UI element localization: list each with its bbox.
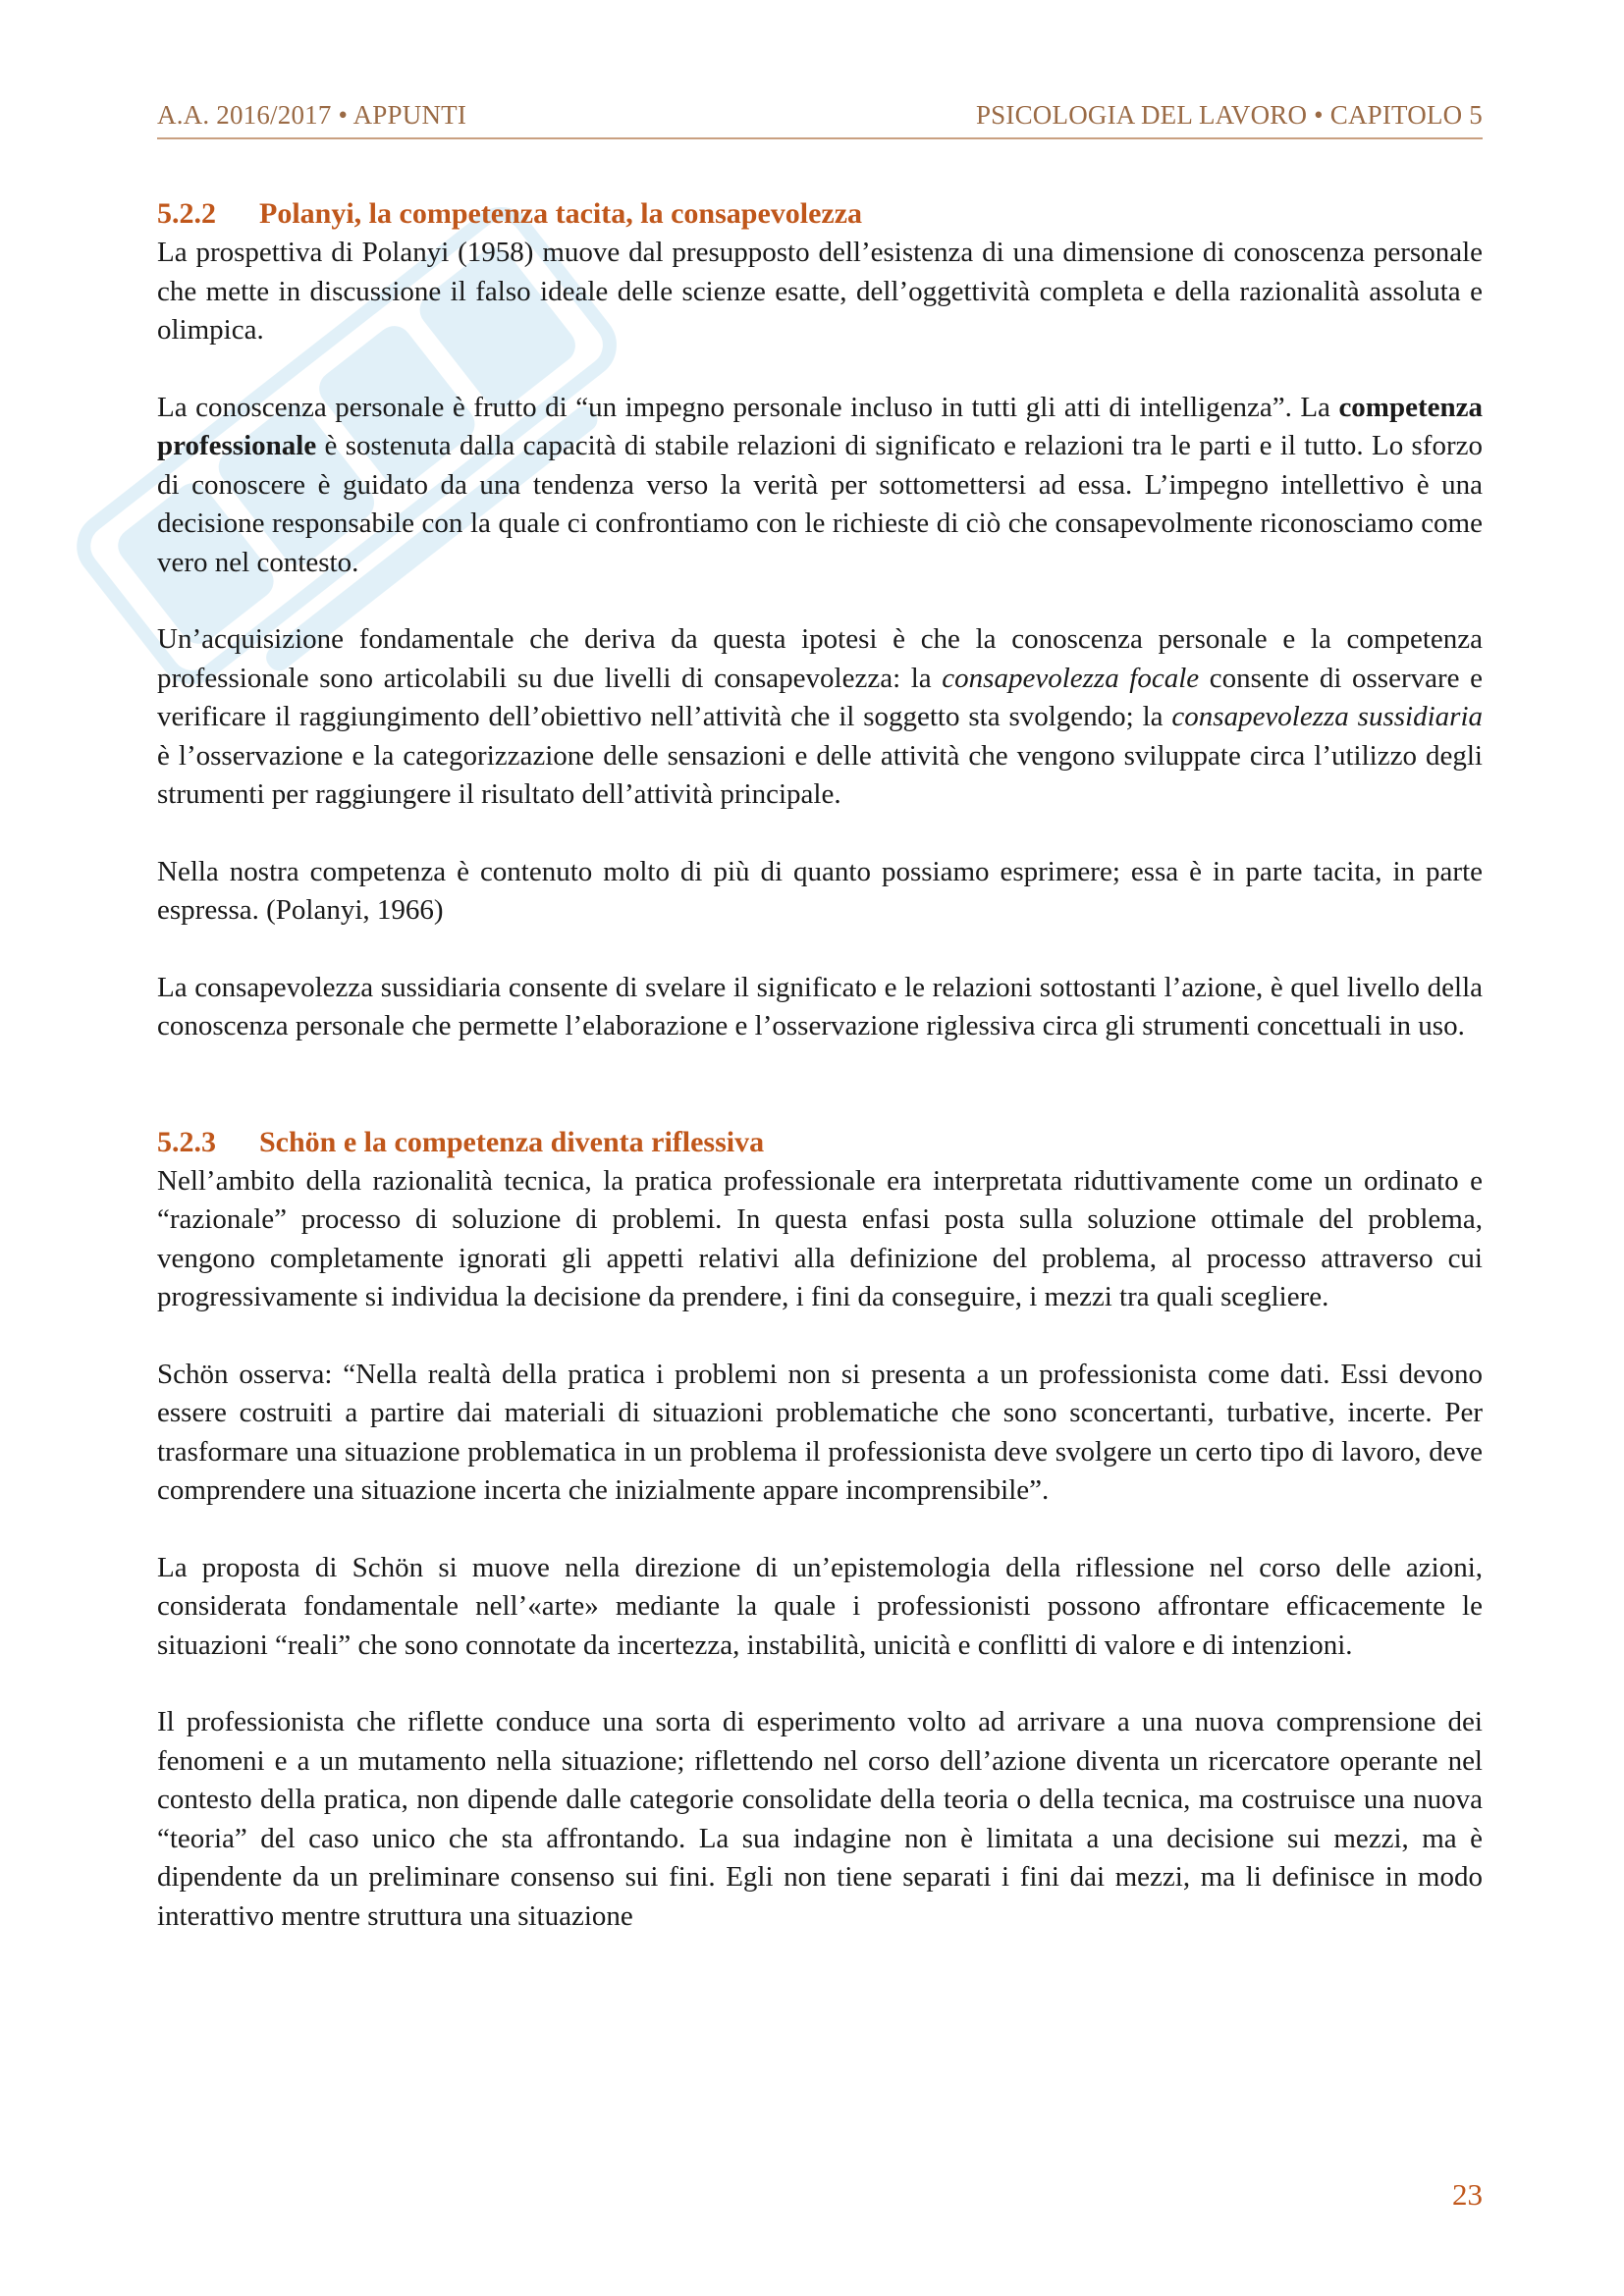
paragraph: Schön osserva: “Nella realtà della pratica i problemi non si presenta a un professionista come dati. Essi devono essere costruiti a partire dai materiali di situazioni problematiche che sono sconcertanti, turbative, incerte. Per trasformare una situazione problematica in un problema il professionista deve svolgere un certo tipo di lavoro, deve comprendere una situazione incerta che inizialmente appare incomprensibile”. <box>157 1358 1483 1506</box>
paragraph-text: consente di osservare e verificare il raggiungimento dell’obiettivo nell’attività che il soggetto sta svolgendo; la <box>157 662 1483 732</box>
section-title: Polanyi, la competenza tacita, la consapevolezza <box>259 197 863 230</box>
main-content <box>157 194 1483 1936</box>
section-number: 5.2.2 <box>157 197 216 230</box>
page-number: 23 <box>1452 2177 1483 2212</box>
paragraph-text: è sostenuta dalla capacità di stabile relazioni di significato e relazioni tra le parti e il tutto. Lo sforzo di conoscere è guidato da una tendenza verso la verità per sottomettersi ad essa. L’impegno intellettivo è una decisione responsabile con la quale ci confrontiamo con le richieste di ciò che consapevolmente riconosciamo come vero nel contesto. <box>157 430 1483 578</box>
paragraph-text: Un’acquisizione fondamentale che deriva da questa ipotesi è che la conoscenza personale e la competenza professionale sono articolabili su due livelli di consapevolezza: la <box>157 623 1483 694</box>
header-course-info: A.A. 2016/2017 • APPUNTI <box>157 100 467 130</box>
paragraph: La proposta di Schön si muove nella direzione di un’epistemologia della riflessione nel corso delle azioni, considerata fondamentale nell’«arte» mediante la quale i professionisti possono affrontare efficacemente le situazioni “reali” che sono connotate da incertezza, instabilità, unicità e conflitti di valore e di intenzioni. <box>157 1551 1483 1661</box>
section-title: Schön e la competenza diventa riflessiva <box>259 1125 765 1158</box>
paragraph-text: è l’osservazione e la categorizzazione delle sensazioni e delle attività che vengono sviluppate circa l’utilizzo degli strumenti per raggiungere il risultato dell’attività principale. <box>157 739 1483 810</box>
paragraph: Nella nostra competenza è contenuto molto di più di quanto possiamo esprimere; essa è in parte tacita, in parte espressa. (Polanyi, 1966) <box>157 855 1483 926</box>
section-number: 5.2.3 <box>157 1125 216 1158</box>
italic-term: consapevolezza sussidiaria <box>1171 701 1483 732</box>
paragraph <box>157 389 1483 583</box>
section-heading-5-2-3 <box>157 1123 1483 1162</box>
italic-term: consapevolezza focale <box>942 662 1200 694</box>
paragraph: La consapevolezza sussidiaria consente di svelare il significato e le relazioni sottostanti l’azione, è quel livello della conoscenza personale che permette l’elaborazione e l’osservazione riglessiva circa gli strumenti concettuali in uso. <box>157 971 1483 1041</box>
header-chapter-info: PSICOLOGIA DEL LAVORO • CAPITOLO 5 <box>975 100 1483 130</box>
section-heading-5-2-2 <box>157 194 1483 234</box>
running-header <box>157 98 1483 139</box>
paragraph-text: La conoscenza personale è frutto di “un impegno personale incluso in tutti gli atti di intelligenza”. La <box>157 391 1339 423</box>
bold-term: competenza professionale <box>157 391 1483 461</box>
paragraph <box>157 620 1483 815</box>
paragraph: Nell’ambito della razionalità tecnica, la pratica professionale era interpretata riduttivamente come un ordinato e “razionale” processo di soluzione di problemi. In questa enfasi posta sulla soluzione ottimale del problema, vengono completamente ignorati gli appetti relativi alla definizione del problema, al processo attraverso cui progressivamente si individua la decisione da prendere, i fini da conseguire, i mezzi tra quali scegliere. <box>157 1164 1483 1312</box>
paragraph: La prospettiva di Polanyi (1958) muove dal presupposto dell’esistenza di una dimensione di conoscenza personale che mette in discussione il falso ideale delle scienze esatte, dell’oggettività completa e della razionalità assoluta e olimpica. <box>157 237 1483 346</box>
paragraph: Il professionista che riflette conduce una sorta di esperimento volto ad arrivare a una nuova comprensione dei fenomeni e a un mutamento nella situazione; riflettendo nel corso dell’azione diventa un ricercatore operante nel contesto della pratica, non dipende dalle categorie consolidate della teoria o della tecnica, ma costruisce una nuova “teoria” del caso unico che sta affrontando. La sua indagine non è limitata a una decisione sui mezzi, ma è dipendente da un preliminare consenso sui fini. Egli non tiene separati i fini dai mezzi, ma li definisce in modo interattivo mentre struttura una situazione <box>157 1706 1483 1932</box>
